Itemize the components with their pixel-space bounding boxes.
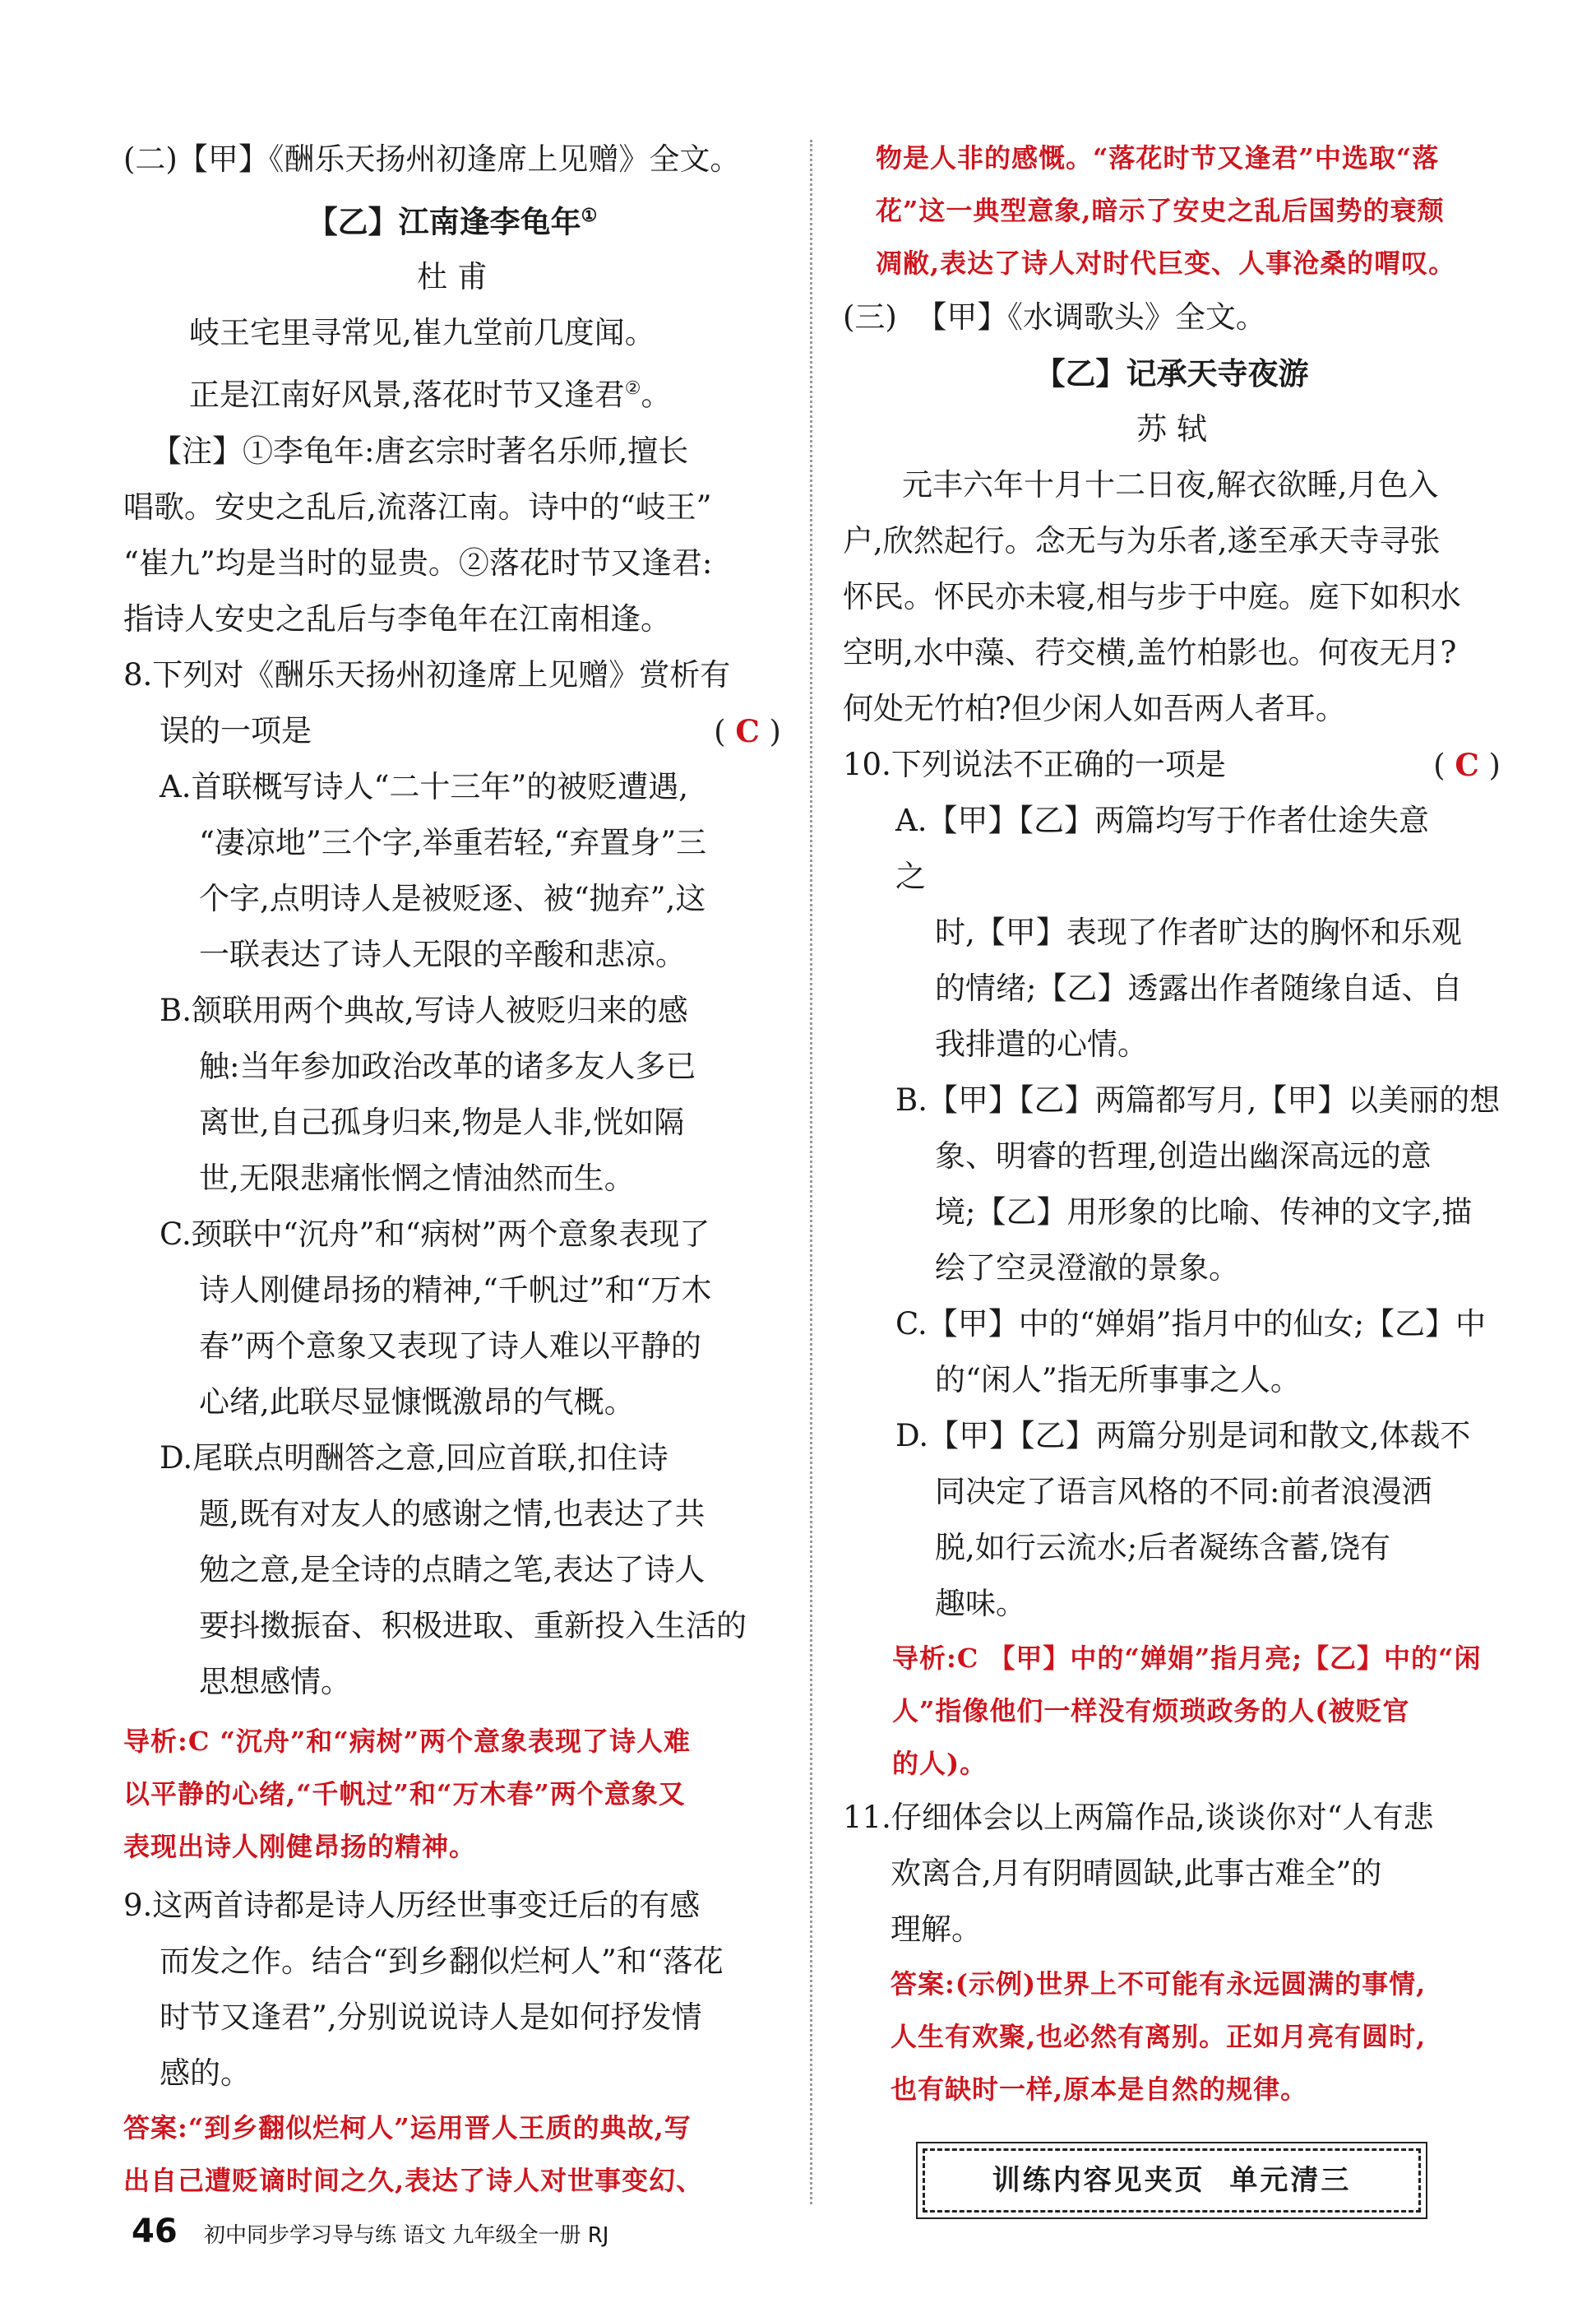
page-number: 46 (132, 2213, 178, 2250)
prose-text (843, 457, 1501, 737)
column-divider (810, 140, 812, 2204)
option-a (843, 793, 1501, 1073)
analysis-line: 导析:C 【甲】中的“婵娟”指月亮;【乙】中的“闲 (892, 1643, 1482, 1674)
question-line: 而发之作。结合“到乡翻似烂柯人”和“落花 (160, 1943, 724, 1979)
answer-line: 人生有欢聚,也必然有离别。正如月亮有圆时, (891, 2021, 1427, 2052)
option-line: B.【甲】【乙】两篇都写月,【甲】以美丽的想 (895, 1082, 1501, 1118)
option-line: 题,既有对友人的感谢之情,也表达了共 (199, 1495, 705, 1531)
analysis-line: 表现出诗人刚健昂扬的精神。 (123, 1830, 477, 1862)
prose-line: 元丰六年十月十二日夜,解衣欲睡,月色入 (902, 467, 1439, 503)
analysis-8 (123, 1715, 781, 1873)
option-line: 春”两个意象又表现了诗人难以平静的 (199, 1328, 701, 1364)
answer-line: 花”这一典型意象,暗示了安史之乱后国势的衰颓 (876, 195, 1445, 226)
option-line: 趣味。 (935, 1586, 1026, 1621)
option-line: 触:当年参加政治改革的诸多友人多已 (199, 1048, 696, 1084)
answer-line: 答案:(示例)世界上不可能有永远圆满的事情, (891, 1968, 1427, 1999)
option-line: 绘了空灵澄澈的景象。 (935, 1250, 1239, 1286)
question-line: 11.仔细体会以上两篇作品,谈谈你对“人有悲 (843, 1800, 1434, 1835)
option-line: 个字,点明诗人是被贬逐、被“抛弃”,这 (199, 880, 706, 916)
answer-line: 出自己遭贬谪时间之久,表达了诗人对世事变幻、 (123, 2164, 704, 2196)
option-line: 的“闲人”指无所事事之人。 (935, 1362, 1301, 1397)
option-line: 象、明睿的哲理,创造出幽深高远的意 (935, 1138, 1432, 1174)
right-column (843, 132, 1501, 2213)
prose-line: 怀民。怀民亦未寝,相与步于中庭。庭下如积水 (843, 579, 1461, 614)
question-line: 欢离合,月有阴晴圆缺,此事古难全”的 (891, 1856, 1382, 1891)
note-line: 指诗人安史之乱后与李龟年在江南相逢。 (123, 600, 671, 637)
question-10: 10.下列说法不正确的一项是 ( C ) (843, 737, 1501, 793)
poem-author: 杜 甫 (417, 259, 488, 295)
option-line: 世,无限悲痛怅惘之情油然而生。 (199, 1160, 635, 1196)
option-line: D.尾联点明酬答之意,回应首联,扣住诗 (160, 1439, 668, 1476)
option-d (843, 1408, 1501, 1632)
option-c (843, 1296, 1501, 1408)
option-line: 脱,如行云流水;后者凝练含蓄,饶有 (935, 1530, 1390, 1565)
option-line: 要抖擞振奋、积极进取、重新投入生活的 (199, 1607, 747, 1643)
book-title: 初中同步学习导与练 语文 九年级全一册 RJ (203, 2223, 609, 2248)
question-11 (843, 1790, 1501, 1958)
answer-mark: ( C ) (714, 712, 781, 749)
poem-line-1: 岐王宅里寻常见,崔九堂前几度闻。 (189, 315, 655, 351)
analysis-line: 导析:C “沉舟”和“病树”两个意象表现了诗人难 (123, 1725, 692, 1757)
answer-9-continued (843, 132, 1501, 290)
answer-line: 答案:“到乡翻似烂柯人”运用晋人王质的典故,写 (123, 2111, 692, 2143)
option-line: 我排遣的心情。 (935, 1026, 1148, 1062)
prose-line: 户,欣然起行。念无与为乐者,遂至承天寺寻张 (843, 523, 1441, 558)
left-column (123, 132, 781, 2207)
prose-title: 【乙】记承天寺夜游 (1034, 355, 1309, 392)
option-d (123, 1430, 781, 1710)
option-line: A.【甲】【乙】两篇均写于作者仕途失意之 (895, 803, 1429, 894)
option-line: C.颈联中“沉舟”和“病树”两个意象表现了 (160, 1216, 710, 1252)
answer-mark: ( C ) (1433, 747, 1501, 783)
analysis-line: 人”指像他们一样没有烦琐政务的人(被贬官 (892, 1695, 1410, 1726)
option-line: 心绪,此联尽显慷慨激昂的气概。 (199, 1383, 635, 1420)
prose-line: 空明,水中藻、荇交横,盖竹柏影也。何夜无月? (843, 635, 1457, 670)
option-line: A.首联概写诗人“二十三年”的被贬遭遇, (160, 768, 689, 804)
question-9 (123, 1878, 781, 2101)
note-line: 唱歌。安史之乱后,流落江南。诗中的“岐王” (123, 489, 712, 525)
analysis-line: 以平静的心绪,“千帆过”和“万木春”两个意象又 (123, 1777, 686, 1810)
poem-title: 【乙】江南逢李龟年① (307, 203, 598, 240)
option-line: C.【甲】中的“婵娟”指月中的仙女;【乙】中 (895, 1306, 1487, 1341)
option-line: 时,【甲】表现了作者旷达的胸怀和乐观 (935, 915, 1462, 950)
analysis-10 (843, 1632, 1501, 1790)
option-line: 境;【乙】用形象的比喻、传神的文字,描 (935, 1194, 1473, 1230)
option-line: 勉之意,是全诗的点睛之笔,表达了诗人 (199, 1551, 705, 1587)
question-line: 感的。 (160, 2055, 251, 2091)
option-line: 离世,自己孤身归来,物是人非,恍如隔 (199, 1104, 685, 1140)
poem-line-2: 正是江南好风景,落花时节又逢君②。 (189, 377, 672, 413)
answer-line: 物是人非的感慨。“落花时节又逢君”中选取“落 (876, 142, 1440, 174)
option-line: D.【甲】【乙】两篇分别是词和散文,体裁不 (895, 1418, 1471, 1453)
option-b (843, 1073, 1501, 1296)
option-line: “凄凉地”三个字,举重若轻,“弃置身”三 (199, 824, 707, 860)
answer-9 (123, 2101, 781, 2207)
question-line: 理解。 (891, 1911, 982, 1947)
option-line: 同决定了语言风格的不同:前者浪漫洒 (935, 1474, 1432, 1509)
question-line: 时节又逢君”,分别说说诗人是如何抒发情 (160, 1999, 702, 2035)
answer-11 (843, 1958, 1501, 2115)
question-line: 9.这两首诗都是诗人历经世事变迁后的有感 (123, 1887, 701, 1923)
analysis-line: 的人)。 (892, 1748, 988, 1779)
option-line: 一联表达了诗人无限的辛酸和悲凉。 (199, 936, 686, 972)
answer-line: 凋敝,表达了诗人对时代巨变、人事沧桑的喟叹。 (876, 248, 1456, 279)
option-c (123, 1207, 781, 1430)
answer-line: 也有缺时一样,原本是自然的规律。 (891, 2074, 1308, 2105)
option-line: 思想感情。 (199, 1663, 351, 1699)
note-line: 【注】①李龟年:唐玄宗时著名乐师,擅长 (151, 433, 689, 469)
section-3-title: (三) 【甲】《水调歌头》全文。 (843, 299, 1266, 335)
option-line: 诗人刚健昂扬的精神,“千帆过”和“万木 (199, 1272, 712, 1308)
note-line: “崔九”均是当时的显贵。②落花时节又逢君: (123, 544, 713, 581)
section-2-title: (二)【甲】《酬乐天扬州初逢席上见赠》全文。 (123, 141, 741, 177)
prose-author: 苏 轼 (1136, 411, 1207, 447)
option-b (123, 983, 781, 1207)
question-8-line: 8.下列对《酬乐天扬州初逢席上见赠》赏析有 (123, 656, 731, 693)
question-8-line: 误的一项是 ( C ) (123, 703, 781, 759)
option-a (123, 759, 781, 983)
option-line: B.颔联用两个典故,写诗人被贬归来的感 (160, 992, 688, 1028)
training-content-box: 训练内容见夹页 单元清三 (923, 2148, 1421, 2213)
option-line: 的情绪;【乙】透露出作者随缘自适、自 (935, 971, 1463, 1006)
prose-line: 何处无竹柏?但少闲人如吾两人者耳。 (843, 691, 1346, 726)
page-footer (132, 2213, 608, 2250)
